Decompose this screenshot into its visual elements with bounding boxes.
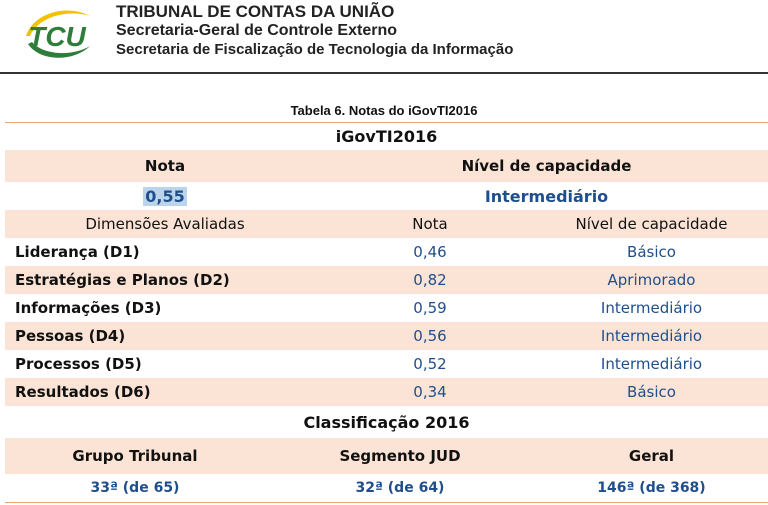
dim-row	[5, 350, 768, 378]
dim-nota: 0,34	[413, 383, 447, 401]
dim-nivel: Básico	[627, 243, 676, 261]
dim-row	[5, 266, 768, 294]
org-line-2: Secretaria-Geral de Controle Externo	[116, 22, 397, 39]
dim-name: Processos (D5)	[15, 355, 142, 373]
classification-value-row	[5, 474, 768, 502]
table-title: iGovTI2016	[335, 126, 438, 146]
dim-nivel: Básico	[627, 383, 676, 401]
dim-nota: 0,56	[413, 327, 447, 345]
summary-header-nivel: Nível de capacidade	[461, 157, 632, 175]
dim-name: Liderança (D1)	[15, 243, 140, 261]
dim-row	[5, 378, 768, 406]
dim-name: Estratégias e Planos (D2)	[15, 271, 230, 289]
header-divider	[0, 72, 768, 74]
classification-header-row	[5, 438, 768, 474]
dim-nota: 0,59	[413, 299, 447, 317]
summary-header-row	[5, 150, 768, 182]
dim-name: Pessoas (D4)	[15, 327, 126, 345]
dim-nota: 0,52	[413, 355, 447, 373]
dim-row	[5, 294, 768, 322]
dim-row	[5, 238, 768, 266]
class-header-segmento: Segmento JUD	[339, 447, 461, 465]
summary-nota-value: 0,55	[145, 186, 185, 206]
organization-name	[116, 2, 513, 59]
logo-text: TCU	[28, 21, 86, 52]
tcu-logo	[20, 6, 94, 60]
dim-nota: 0,46	[413, 243, 447, 261]
summary-nivel-value: Intermediário	[484, 186, 609, 206]
classification-title: Classificação 2016	[303, 412, 470, 432]
dim-nivel: Intermediário	[600, 355, 703, 373]
dim-name: Informações (D3)	[15, 299, 162, 317]
dim-nivel: Intermediário	[600, 299, 703, 317]
summary-value-row	[5, 182, 768, 210]
dim-nivel: Intermediário	[600, 327, 703, 345]
table-caption: Tabela 6. Notas do iGovTI2016	[290, 103, 478, 118]
dim-row	[5, 322, 768, 350]
class-value-segmento: 32ª (de 64)	[355, 480, 445, 496]
org-line-1: TRIBUNAL DE CONTAS DA UNIÃO	[116, 2, 395, 21]
table-bottom-border	[5, 502, 768, 503]
table-title-row	[5, 122, 768, 150]
dim-name: Resultados (D6)	[15, 383, 151, 401]
document-header	[0, 0, 768, 75]
class-value-geral: 146ª (de 368)	[597, 480, 706, 496]
class-value-grupo: 33ª (de 65)	[90, 480, 180, 496]
org-line-3: Secretaria de Fiscalização de Tecnologia da Informação	[116, 41, 514, 58]
dims-header-nota: Nota	[412, 215, 448, 233]
dim-nota: 0,82	[413, 271, 447, 289]
classification-title-row	[5, 406, 768, 438]
class-header-grupo: Grupo Tribunal	[72, 447, 198, 465]
dim-nivel: Aprimorado	[607, 271, 696, 289]
dims-header-dim: Dimensões Avaliadas	[85, 215, 245, 233]
class-header-geral: Geral	[628, 447, 675, 465]
dims-header-nivel: Nível de capacidade	[575, 215, 728, 233]
summary-header-nota: Nota	[144, 157, 186, 175]
dims-header-row	[5, 210, 768, 238]
